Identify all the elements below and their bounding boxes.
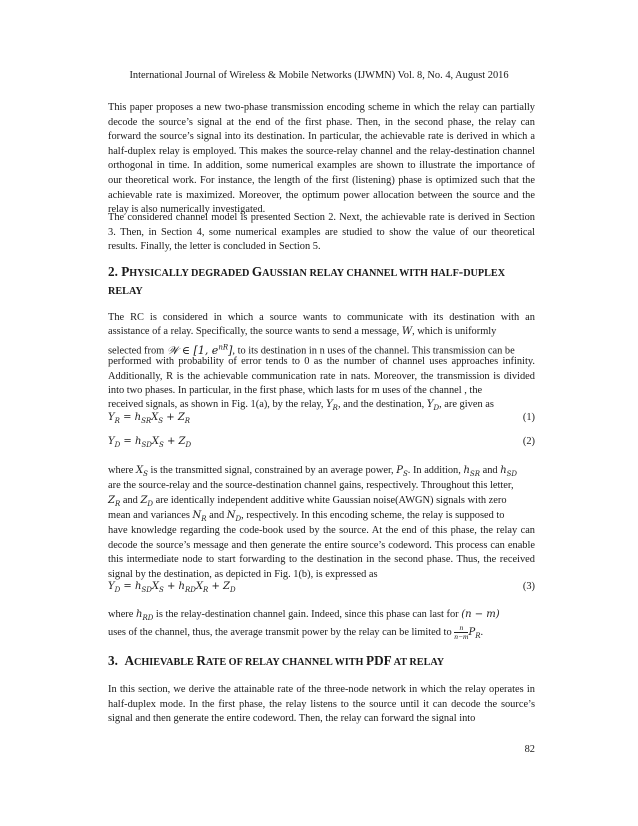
section-3-paragraph: In this section, we derive the attainable rate of the three-node network in which the relay operates in half-duplex mode. In the first phase, the relay listens to the source until it can decode the source’s signal and then generate the entire codeword. Then, the relay can forward the signal into	[108, 684, 535, 725]
s2-p1-body: performed with probability of error tends to 0 as the number of channel uses approaches infinity. Additionally, R is the achievable communication rate in nats. Moreover, the transmission is divided into two phases. In particular, in the first phase, which lasts for m uses of the channel , the	[108, 356, 535, 397]
equation-1-number: (1)	[522, 412, 535, 423]
power-fraction: $\frac{n}{n-m}$	[454, 623, 469, 641]
intro-paragraph-1: This paper proposes a new two-phase transmission encoding scheme in which the relay can partially decode the source’s signal at the end of the first phase. Then, in the second phase, the relay can forward the source’s signal into its destination. In particular, the achievable rate is derived in which a half-duplex relay is employed. This makes the source-relay channel and the relay-destination channel orthogonal in time. In addition, some numerical examples are shown to illustrate the importance of our theoretical work. For instance, the length of the first (listening) phase is optimized such that the achievable rate is maximized. Moreover, the optimum power allocation between the source and the relay is also numerically investigated.	[108, 102, 535, 216]
s2-p2-line2: are the source-relay and the source-destination channel gains, respectively. Throughout this letter,	[108, 480, 514, 491]
intro-paragraph-2: The considered channel model is presented Section 2. Next, the achievable rate is derived in Section 3. Then, in Section 4, some numerical examples are studied to show the value of our theoretical results. Finally, the letter is concluded in Section 5.	[108, 212, 535, 253]
equation-2: $Y_D = h_{SD}X_S + Z_D$ (2)	[108, 436, 535, 449]
s2-p1-last-line: received signals, as shown in Fig. 1(a), by the relay, $Y_R$, and the destination, $Y_D$, are given as	[108, 399, 494, 412]
s2-p3-line1: where $h_{RD}$ is the relay-destination channel gain. Indeed, since this phase can last for (n − m)	[108, 609, 500, 622]
equation-3-number: (3)	[522, 581, 535, 592]
equation-2-number: (2)	[522, 436, 535, 447]
s2-p3-line2: uses of the channel, thus, the average transmit power by the relay can be limited to $\frac{n}{n-m}$ $P_R$.	[108, 623, 484, 641]
section-2-heading-line2: RELAY	[108, 286, 143, 297]
equation-3: $Y_D = h_{SD}X_S + h_{RD}X_R + Z_D$ (3)	[108, 581, 535, 594]
s2-p2-line4: mean and variances $N_R$ and $N_D$, respectively. In this encoding scheme, the relay is supposed to	[108, 510, 505, 523]
s2-p2-line3: $Z_R$ and $Z_D$ are identically independent additive white Gaussian noise(AWGN) signals with zero	[108, 495, 507, 508]
equation-1: $Y_R = h_{SR}X_S + Z_R$ (1)	[108, 412, 535, 425]
section-2-heading: 2. PHYSICALLY DEGRADED GAUSSIAN RELAY CHANNEL WITH HALF-DUPLEX	[108, 264, 506, 279]
s2-p1-line2: assistance of a relay. Specifically, the source wants to send a message, W, which is uniformly	[108, 326, 497, 337]
page-number: 82	[524, 744, 535, 755]
s2-p2-body: have knowledge regarding the code-book used by the source. At the end of this phase, the relay can decode the source’s message and then generate the entire source’s codeword. This process can enable this intermediate node to start forwarding to the destination in the second phase. Thus, the received signal by the destination, as depicted in Fig. 1(b), is expressed as	[108, 525, 535, 580]
journal-header: International Journal of Wireless & Mobile Networks (IJWMN) Vol. 8, No. 4, August 2016	[129, 70, 509, 81]
section-3-number: 3.	[108, 653, 118, 668]
s2-p2-line1: where $X_S$ is the transmitted signal, constrained by an average power, $P_S$. In addition, $h_{SR}$ and $h_{SD}$	[108, 465, 518, 478]
section-2-number: 2.	[108, 264, 118, 279]
s2-p1-line3: selected from 𝒲 ∈ [1, $e^{nR}$], to its destination in n uses of the channel. This transmission can be	[108, 343, 515, 357]
s2-p1-line1: The RC is considered in which a source wants to communicate with its destination with an	[108, 312, 535, 323]
section-3-heading: 3. ACHIEVABLE RATE OF RELAY CHANNEL WITH PDF AT RELAY	[108, 653, 445, 668]
